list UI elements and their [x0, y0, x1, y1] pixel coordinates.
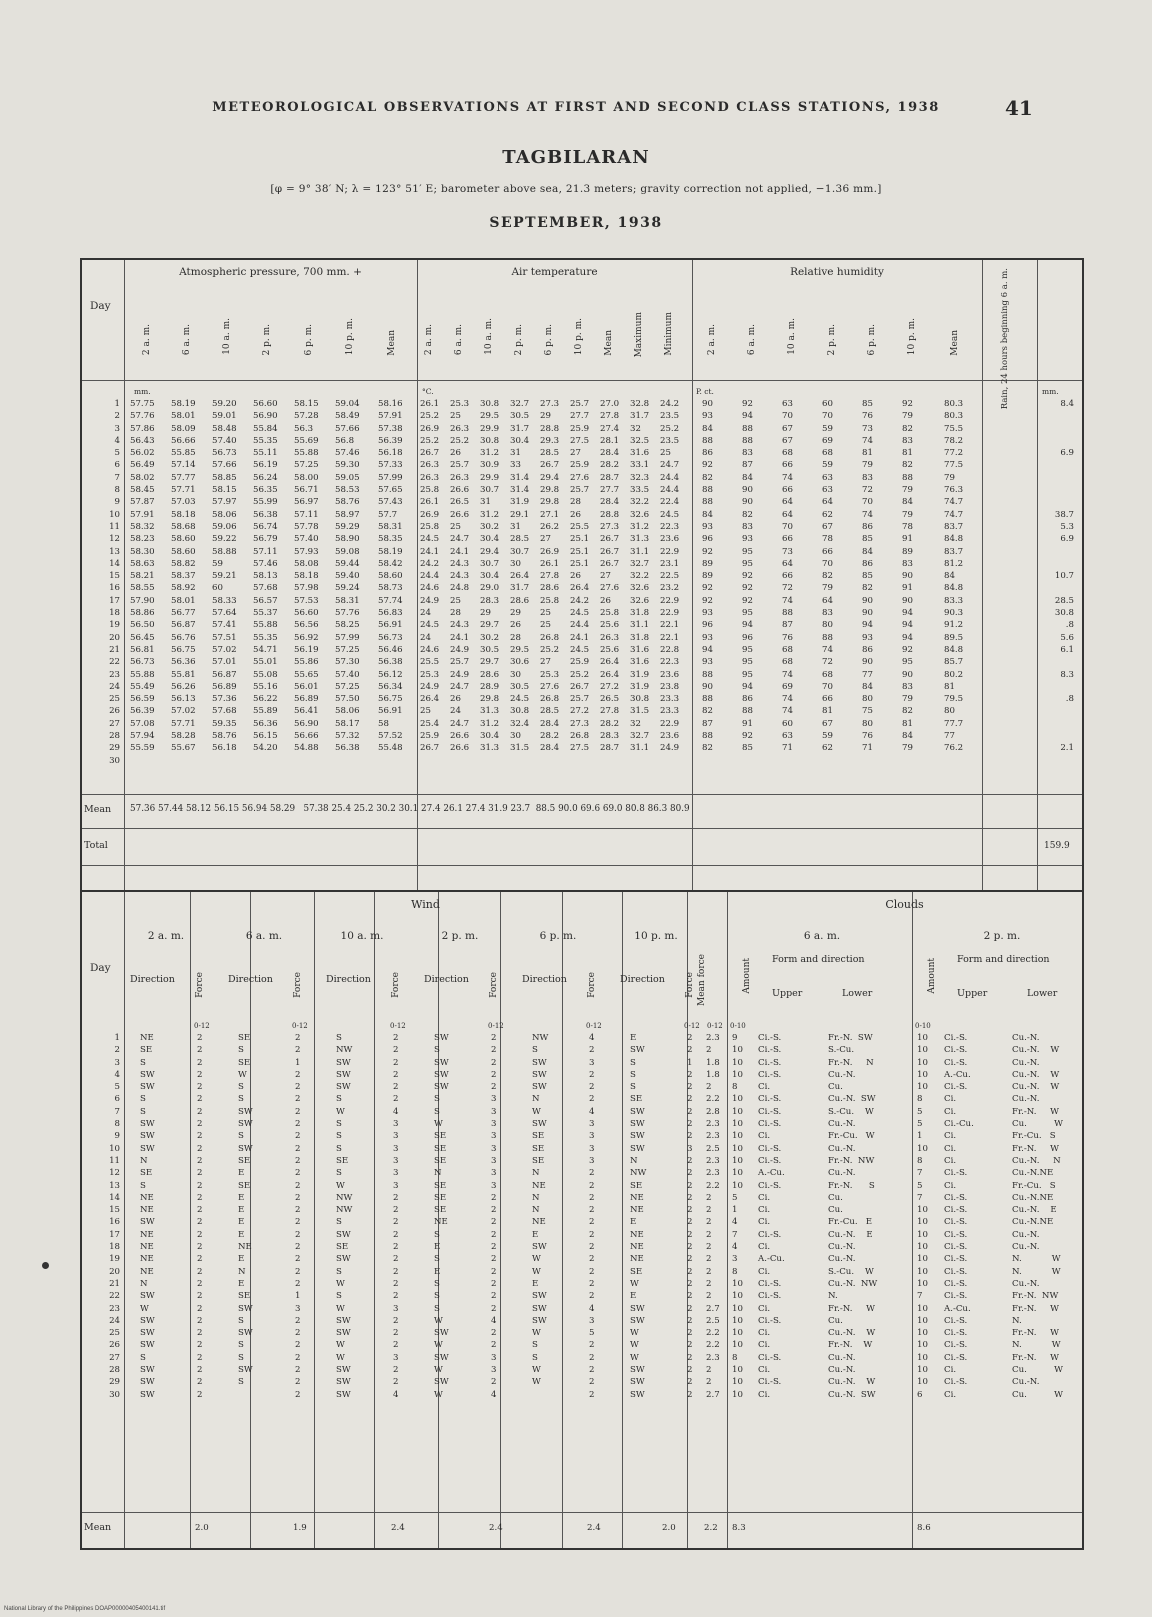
- cloud-upper-2pm: Ci.-S. Ci.-S. Ci.-S. A.-Cu. Ci.-S. Ci. Ci. Ci.-Cu. Ci. Ci. Ci. Ci.-S. Ci. Ci.-S. Ci.-S. Ci.-S. Ci.-S. Ci.-S. Ci.-S. Ci.-S. Ci.-S. Ci.-S. A.-Cu. Ci.-S. Ci.-S. Ci.-S. Ci.-S. Ci. Ci.-S. Ci.: [944, 1033, 974, 1400]
- wind-time-10am: 10 a. m.: [340, 930, 384, 942]
- pressure-6pm-values: 58.15 57.28 56.3 55.69 55.88 57.25 58.00 56.71 56.97 57.11 57.78 57.40 57.93 58.08 58.18 57.98 57.53 56.60 56.56 56.92 56.19 55.86 55.65 56.01 56.89 56.41 56.90 56.66 54.88: [294, 399, 319, 754]
- wind-force-10am: 2 2 2 2 2 2 4 3 3 3 3 3 3 2 2 2 2 2 2 2 2 2 3 2 2 2 3 2 2 4: [393, 1033, 399, 1400]
- pressure-mean-values: 58.16 57.91 57.38 56.39 56.18 57.33 57.99 57.65 57.43 57.7 58.31 58.35 58.19 58.42 58.60 58.73 57.74 56.83 56.91 56.73 56.46 56.38 56.12 56.34 56.75 56.91 58 57.52 55.48: [378, 399, 403, 754]
- force-scale-5: 0-12: [586, 1022, 602, 1030]
- mean-force-values: 2.3 2 1.8 1.8 2 2.2 2.8 2.3 2.3 2.5 2.3 2.3 2.2 2 2 2 2 2 2 2 2 2 2.7 2.5 2.2 2.2 2.3 2 2 2.7: [706, 1033, 720, 1400]
- cloud-amount-6am: 9 10 10 10 8 10 10 10 10 10 10 10 10 5 1 4 7 4 3 8 10 10 10 10 10 10 8 10 10 10: [732, 1033, 743, 1400]
- mean-force-2pm: 2.4: [489, 1523, 503, 1533]
- temp-col-2pm: 2 p. m.: [514, 324, 524, 356]
- cloud-upper-6am: Ci.-S. Ci.-S. Ci.-S. Ci.-S. Ci. Ci.-S. Ci.-S. Ci.-S. Ci. Ci.-S. Ci.-S. A.-Cu. Ci.-S. Ci. Ci. Ci. Ci.-S. Ci. A.-Cu. Ci. Ci.-S. Ci.-S. Ci. Ci.-S. Ci. Ci. Ci.-S. Ci. Ci.-S. Ci.: [758, 1033, 785, 1400]
- direction-head-5: Direction: [522, 974, 567, 985]
- temp-col-mean: Mean: [604, 330, 614, 356]
- pressure-col-10am: 10 a. m.: [222, 318, 232, 355]
- temp-10am-values: 30.8 29.5 29.9 30.8 31.2 30.9 29.9 30.7 31 31.2 30.2 30.4 29.4 30.7 30.4 29.0 28.3 29 29.7 30.2 30.5 29.7 28.6 28.9 29.8 31.3 31.2 30.4 31.3: [480, 399, 500, 754]
- temp-col-6am: 6 a. m.: [454, 324, 464, 356]
- wind-dir-6am: SE S SE W S S SW SW S SW SE E SE E E E E NE E N E SE SW S SW S S SW S: [238, 1033, 253, 1388]
- wind-force-6am: 2 2 1 2 2 2 2 2 2 2 2 2 2 2 2 2 2 2 2 2 2 1 3 2 2 2 2 2 2 2: [295, 1033, 301, 1400]
- mean-force-6am: 1.9: [293, 1523, 307, 1533]
- hum-col-10pm: 10 p. m.: [907, 318, 917, 356]
- hum-unit: P. ct.: [696, 387, 714, 396]
- direction-head-1: Direction: [130, 974, 175, 985]
- hum-col-6pm: 6 p. m.: [867, 324, 877, 356]
- ink-mark: [42, 1262, 49, 1269]
- mean-force-scale: 0-12: [707, 1022, 723, 1030]
- direction-head-6: Direction: [620, 974, 665, 985]
- wind-time-10pm: 10 p. m.: [634, 930, 678, 942]
- temp-mean-values: 27.0 27.8 27.4 28.1 28.4 28.2 28.7 27.7 28.4 28.8 27.3 26.7 26.7 26.7 27 27.6 26 25.8 25.6 26.3 25.6 26.4 26.4 27.2 26.5 27.8 28.2 28.3 28.7: [600, 399, 620, 754]
- hum-col-mean: Mean: [950, 330, 960, 356]
- pressure-2am-values: 57.75 57.76 57.86 56.43 56.02 56.49 58.02 58.45 57.87 57.91 58.32 58.23 58.30 58.63 58.21 58.55 57.90 58.86 56.50 56.45 56.81 56.73 55.88 55.49 56.59 56.39 57.08 57.94 55.59: [130, 399, 155, 754]
- pressure-col-6am: 6 a. m.: [182, 324, 192, 356]
- direction-head-4: Direction: [424, 974, 469, 985]
- hum-mean-values: 80.3 80.3 75.5 78.2 77.2 77.5 79 76.3 74.7 74.7 83.7 84.8 83.7 81.2 84 84.8 83.3 90.3 91.2 89.5 84.8 85.7 80.2 81 79.5 80 77.7 77 76.2: [944, 399, 964, 754]
- temp-2pm-values: 32.7 30.5 31.7 30.4 31 33 31.4 31.4 31.9 29.1 31 28.5 30.7 30 26.4 31.7 28.6 29 26 28 29.5 30.6 30 30.5 24.5 30.8 32.4 30 31.5: [510, 399, 530, 754]
- amount-scale-2pm: 0-10: [915, 1022, 931, 1030]
- force-scale-6: 0-12: [684, 1022, 700, 1030]
- station-name: TAGBILARAN: [502, 147, 650, 168]
- form-head-6am: Form and direction: [772, 954, 865, 965]
- temp-col-minimum: Minimum: [664, 312, 674, 356]
- pressure-2pm-values: 56.60 56.90 55.84 55.35 55.11 56.19 56.24 56.35 55.99 56.38 56.74 56.79 57.11 57.46 58.13 57.68 56.57 55.37 55.88 55.35 54.71 55.01 55.08 55.16 56.22 55.89 56.36 56.15 54.20: [253, 399, 278, 754]
- force-head-3: Force: [391, 972, 401, 998]
- direction-head-3: Direction: [326, 974, 371, 985]
- lower-table: [80, 890, 1084, 1550]
- temp-min-values: 24.2 23.5 25.2 23.5 25 24.7 24.4 24.4 22.4 24.5 22.3 23.6 22.9 23.1 22.5 23.2 22.9 22.9 22.1 22.1 22.8 22.3 23.6 23.8 23.3 23.3 22.9 23.6 24.9: [660, 399, 680, 754]
- mean-force-head: Mean force: [697, 954, 707, 1006]
- temp-col-maximum: Maximum: [634, 312, 644, 358]
- force-head-5: Force: [587, 972, 597, 998]
- clouds-header: Clouds: [885, 898, 924, 911]
- wind-header: Wind: [411, 898, 440, 911]
- mean-force-10pm: 2.0: [662, 1523, 676, 1533]
- page-number: 41: [1005, 96, 1033, 120]
- hum-10pm-values: 92 79 82 83 81 82 88 79 84 79 78 91 89 83 90 91 90 94 94 94 92 95 90 83 79 82 81 84 79: [902, 399, 913, 754]
- pressure-10am-values: 59.20 59.01 58.48 57.40 56.73 57.66 58.85 58.15 57.97 58.06 59.06 59.22 58.88 59 59.21 60 58.33 57.64 57.41 57.51 57.02 57.01 56.87 56.89 57.36 57.68 59.35 58.76 56.18: [212, 399, 237, 754]
- hum-6pm-values: 85 76 73 74 81 79 83 72 70 74 86 85 84 86 85 82 90 90 94 93 86 90 77 84 80 75 80 76 71: [862, 399, 873, 754]
- pressure-6am-values: 58.19 58.01 58.09 56.66 55.85 57.14 57.77 57.71 57.03 58.18 58.68 58.60 58.60 58.82 58.37 58.92 58.01 56.77 56.87 56.76 56.75 56.36 55.81 56.26 56.13 57.02 57.71 58.28 55.67: [171, 399, 196, 754]
- upper-head-6am: Upper: [772, 988, 803, 999]
- hum-10am-values: 63 70 67 67 68 66 74 66 64 64 70 66 73 64 66 72 74 88 87 76 68 68 74 69 74 74 60 63 71: [782, 399, 793, 754]
- lower-head-6am: Lower: [842, 988, 873, 999]
- mean-force-2am: 2.0: [195, 1523, 209, 1533]
- temp-6pm-values: 27.3 29 28.8 29.3 28.5 26.7 29.4 29.8 29.8 27.1 26.2 27 26.9 26.1 27.8 28.6 25.8 25 25 26.8 25.2 27 25.3 27.6 26.8 28.5 28.4 28.2 28.4: [540, 399, 560, 754]
- wind-dir-2pm: SW S SW SW SW S S W SE SE SE N SE SE SE NE S E S E S S S W SW W SW W SW W: [434, 1033, 449, 1400]
- pressure-col-10pm: 10 p. m.: [345, 318, 355, 356]
- archive-footer: National Library of the Philippines DOAP00000405400141.tif: [4, 1606, 166, 1612]
- wind-force-6pm: 4 2 3 2 2 2 4 3 3 3 3 2 2 2 2 2 2 2 2 2 2 2 4 3 5 2 2 2 2 2: [589, 1033, 595, 1400]
- wind-dir-10am: S NW SW SW SW S W S S S SE S W NW NW S SW SE SW S W S W SW SW W W SW SW SW: [336, 1033, 353, 1400]
- cloud-amount-2pm: 10 10 10 10 10 8 5 5 1 10 8 7 5 7 10 10 10 10 10 10 10 7 10 10 10 10 10 10 10 6: [917, 1033, 928, 1400]
- amount-head-2pm: Amount: [927, 958, 937, 994]
- temp-col-6pm: 6 p. m.: [544, 324, 554, 356]
- mean-force-6pm: 2.4: [587, 1523, 601, 1533]
- mean-amount-2pm: 8.6: [917, 1523, 931, 1533]
- wind-time-2pm: 2 p. m.: [441, 930, 479, 942]
- hum-2am-values: 90 93 84 88 86 92 82 88 88 84 93 96 92 89 89 92 92 93 96 93 94 93 88 90 88 82 87 88 82: [702, 399, 713, 754]
- hum-col-2am: 2 a. m.: [707, 324, 717, 356]
- wind-time-2am: 2 a. m.: [147, 930, 185, 942]
- amount-head-6am: Amount: [742, 958, 752, 994]
- force-head-1: Force: [195, 972, 205, 998]
- wind-time-6am: 6 a. m.: [245, 930, 283, 942]
- total-rain-value: 159.9: [1044, 841, 1070, 851]
- rain-unit: mm.: [1042, 387, 1059, 396]
- temp-6am-values: 25.3 25 26.3 25.2 26 25.7 26.3 26.6 26.5 26.6 25 24.7 24.1 24.3 24.3 24.8 25 28 24.3 24.1 24.9 25.7 24.9 24.7 26 24 24.7 26.6 26.6: [450, 399, 470, 754]
- temp-max-values: 32.8 31.7 32 32.5 31.6 33.1 32.3 33.5 32.2 32.6 31.2 31.3 31.1 32.7 32.2 32.6 32.6 31.8 31.1 31.8 31.6 31.6 31.9 31.9 30.8 31.5 32 32.7 31.1: [630, 399, 650, 754]
- mean-mean-force: 2.2: [704, 1523, 718, 1533]
- cloud-time-6am: 6 a. m.: [803, 930, 841, 942]
- force-scale-2: 0-12: [292, 1022, 308, 1030]
- force-head-6: Force: [685, 972, 695, 998]
- force-scale-3: 0-12: [390, 1022, 406, 1030]
- temp-10pm-values: 25.7 27.7 25.9 27.5 27 25.9 27.6 25.7 28 26 25.5 25.1 25.1 25.1 26 26.4 24.2 24.5 24.4 24.1 24.5 25.9 25.2 26.7 25.7 27.2 27.3 26.8 27.5: [570, 399, 590, 754]
- form-head-2pm: Form and direction: [957, 954, 1050, 965]
- upper-head-2pm: Upper: [957, 988, 988, 999]
- pressure-10pm-values: 59.04 58.49 57.66 56.8 57.46 59.30 59.05 58.53 58.76 58.97 59.29 58.90 59.08 59.44 59.40 59.24 58.31 57.76 58.25 57.99 57.25 57.30 57.40 57.25 57.50 58.06 58.17 57.32 56.38: [335, 399, 360, 754]
- upper-table: [80, 258, 1084, 904]
- hum-col-6am: 6 a. m.: [747, 324, 757, 356]
- lower-head-2pm: Lower: [1027, 988, 1058, 999]
- mean-amount-6am: 8.3: [732, 1523, 746, 1533]
- pressure-col-mean: Mean: [387, 330, 397, 356]
- temp-col-10am: 10 a. m.: [484, 318, 494, 355]
- pressure-unit: mm.: [134, 387, 151, 396]
- day-column-lower: 1 2 3 4 5 6 7 8 9 10 11 12 13 14 15 16 17 18 19 20 21 22 23 24 25 26 27 28 29 30: [109, 1033, 120, 1400]
- mean-force-10am: 2.4: [391, 1523, 405, 1533]
- wind-force-2pm: 2 2 2 2 2 3 3 3 3 3 3 3 3 2 2 2 2 2 2 2 2 2 2 4 2 2 3 3 2 4: [491, 1033, 497, 1400]
- temp-2am-values: 26.1 25.2 26.9 25.2 26.7 26.3 26.3 25.8 26.1 26.9 25.8 24.5 24.1 24.2 24.4 24.6 24.9 24 24.5 24 24.6 25.5 25.3 24.9 26.4 25 25.4 25.9 26.7: [420, 399, 440, 754]
- hum-col-10am: 10 a. m.: [787, 318, 797, 355]
- force-head-2: Force: [293, 972, 303, 998]
- rain-col: Rain, 24 hours beginning 6 a. m.: [1000, 268, 1010, 410]
- wind-force-2am: 2 2 2 2 2 2 2 2 2 2 2 2 2 2 2 2 2 2 2 2 2 2 2 2 2 2 2 2 2 2: [197, 1033, 203, 1400]
- temperature-group-header: Air temperature: [511, 266, 598, 278]
- pressure-col-2pm: 2 p. m.: [262, 324, 272, 356]
- wind-time-6pm: 6 p. m.: [539, 930, 577, 942]
- wind-dir-10pm: E SW S S S SE SW SW SW SW N NW SE NE NE E NE NE NE SE W E SW SW W W W SW SW SW: [630, 1033, 647, 1400]
- mean-row-values: 57.36 57.44 58.12 56.15 56.94 58.29 57.38 25.4 25.2 30.2 30.1 27.4 26.1 27.4 31.9 23.7 88.5 90.0 69.6 69.0 80.8 86.3 80.9: [130, 804, 690, 814]
- page-title: METEOROLOGICAL OBSERVATIONS AT FIRST AND SECOND CLASS STATIONS, 1938: [212, 100, 940, 115]
- cloud-lower-2pm: Cu.-N. Cu.-N. W Cu.-N. Cu.-N. W Cu.-N. W Cu.-N. Fr.-N. W Cu. W Fr.-Cu. S Fr.-N. W Cu.-N. N Cu.-N.NE Fr.-Cu. S Cu.-N.NE Cu.-N. E Cu.-N.NE Cu.-N. Cu.-N. N. W N. W Cu.-N. Fr.-N. NW Fr.-N. W N. Fr.-N. W N. W Fr.-N. W Cu. W Cu.-N. Cu. W: [1012, 1033, 1063, 1400]
- amount-scale-6am: 0-10: [730, 1022, 746, 1030]
- wind-dir-2am: NE SE S SW SW S S SW SW SW N SE S NE NE SW NE NE NE NE N SW W SW SW SW S SW SW SW: [140, 1033, 155, 1400]
- rain-values: 8.4 6.9 38.7 5.3 6.9 10.7 28.5 30.8 .8 5.6 6.1 8.3 .8 2.1: [1054, 399, 1074, 754]
- mean-row-label: Mean: [84, 804, 112, 815]
- force-scale-1: 0-12: [194, 1022, 210, 1030]
- force-scale-4: 0-12: [488, 1022, 504, 1030]
- hum-2pm-values: 60 70 59 69 68 59 63 63 64 62 67 78 66 70 82 79 64 83 80 88 74 72 68 70 66 81 67 59 62: [822, 399, 833, 754]
- wind-dir-6pm: NW S SW SW SW N W SW SE SE SE N NE N N NE E SW W W E SW SW SW W S S W W: [532, 1033, 549, 1388]
- cloud-time-2pm: 2 p. m.: [983, 930, 1021, 942]
- day-header: Day: [90, 300, 111, 312]
- temp-col-10pm: 10 p. m.: [574, 318, 584, 356]
- pressure-col-6pm: 6 p. m.: [304, 324, 314, 356]
- pressure-col-2am: 2 a. m.: [142, 324, 152, 356]
- wind-force-10pm: 2 2 1 2 2 2 2 2 2 3 2 2 2 2 2 2 2 2 2 2 2 2 2 2 2 2 2 2 2 2: [687, 1033, 693, 1400]
- mean-row-label-lower: Mean: [84, 1522, 112, 1533]
- station-coordinates: [φ = 9° 38′ N; λ = 123° 51′ E; barometer above sea, 21.3 meters; gravity correction not applied, −1.36 mm.]: [270, 183, 882, 195]
- hum-col-2pm: 2 p. m.: [827, 324, 837, 356]
- humidity-group-header: Relative humidity: [790, 266, 884, 278]
- temp-col-2am: 2 a. m.: [424, 324, 434, 356]
- cloud-lower-6am: Fr.-N. SW S.-Cu. Fr.-N. N Cu.-N. Cu. Cu.-N. SW S.-Cu. W Cu.-N. Fr.-Cu. W Cu.-N. Fr.-N. NW Cu.-N. Fr.-N. S Cu. Cu. Fr.-Cu. E Cu.-N. E Cu.-N. Cu.-N. S.-Cu. W Cu.-N. NW N. Fr.-N. W Cu. Cu.-N. W Fr.-N. W Cu.-N. Cu.-N. Cu.-N. W Cu.-N. SW: [828, 1033, 878, 1400]
- day-column: 1 2 3 4 5 6 7 8 9 10 11 12 13 14 15 16 17 18 19 20 21 22 23 24 25 26 27 28 29 30: [109, 399, 120, 766]
- total-row-label: Total: [84, 840, 108, 851]
- pressure-group-header: Atmospheric pressure, 700 mm. +: [179, 266, 362, 278]
- day-header-lower: Day: [90, 962, 111, 974]
- temp-unit: °C.: [422, 387, 434, 396]
- hum-6am-values: 92 94 88 88 83 87 84 90 90 82 83 93 95 95 92 92 92 95 94 96 95 95 95 94 86 88 91 92 85: [742, 399, 753, 754]
- month-title: SEPTEMBER, 1938: [489, 215, 663, 231]
- force-head-4: Force: [489, 972, 499, 998]
- direction-head-2: Direction: [228, 974, 273, 985]
